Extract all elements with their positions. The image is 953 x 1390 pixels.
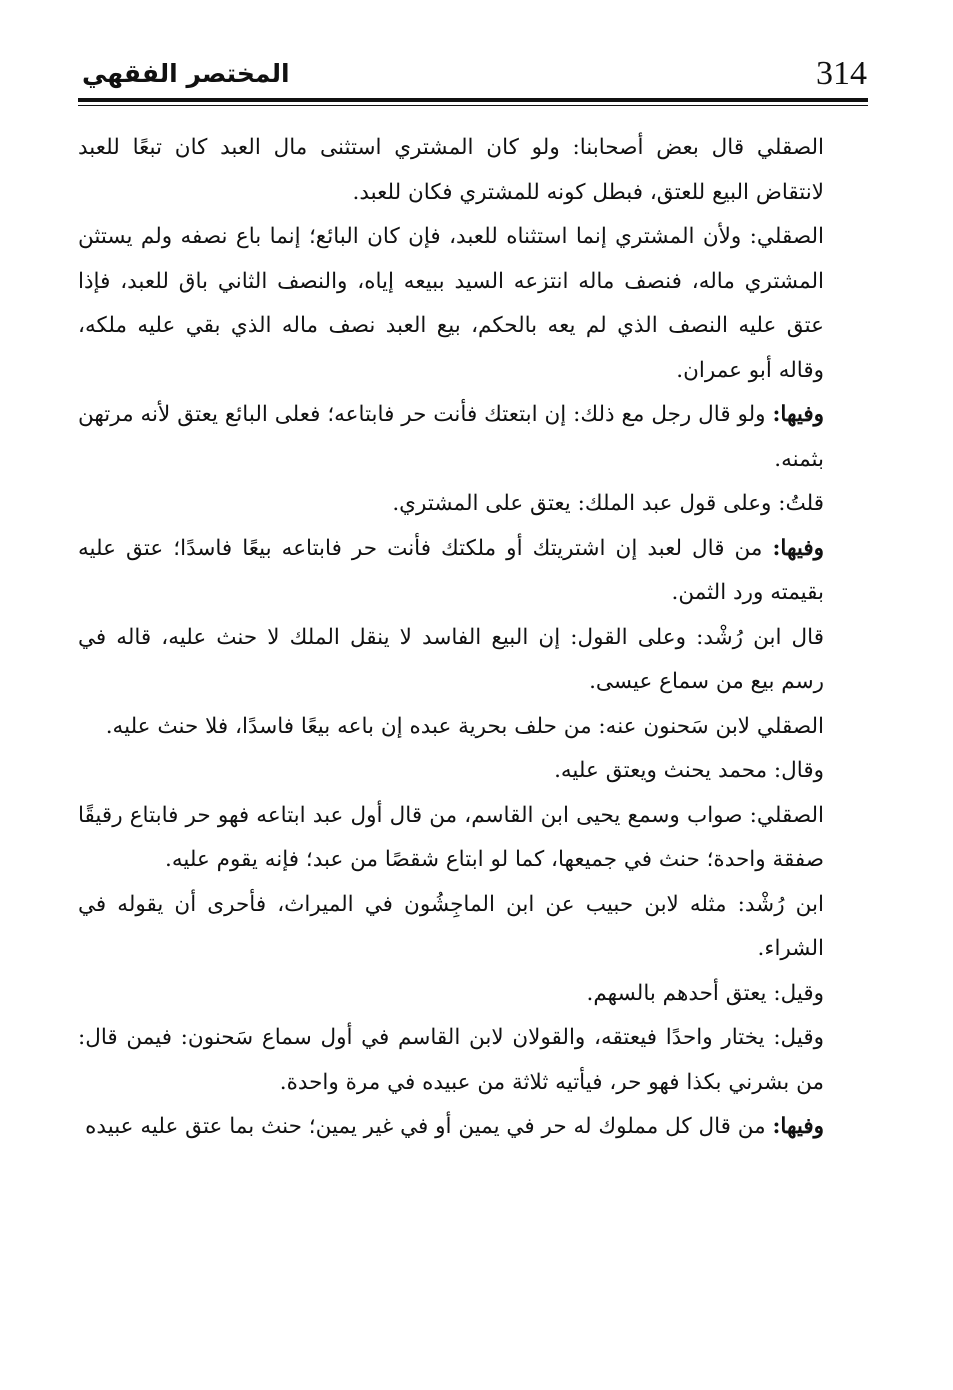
paragraph: الصقلي: صواب وسمع يحيى ابن القاسم، من قال أول عبد ابتاعه فهو حر فابتاع رقيقًا صفقة واحدة؛ حنث في جميعها، كما لو ابتاع شقصًا من عبد؛ فإنه يقوم عليه. (78, 802, 824, 872)
paragraph: وقيل: يعتق أحدهم بالسهم. (586, 980, 824, 1006)
paragraph: وفيها: من قال لعبد إن اشتريتك أو ملكتك فأنت حر فابتاعه بيعًا فاسدًا؛ عتق عليه بقيمته ورد الثمن. (78, 535, 824, 605)
paragraph: الصقلي قال بعض أصحابنا: ولو كان المشتري استثنى مال العبد كان تبعًا للعبد لانتقاض البيع للعتق، فبطل كونه للمشتري فكان للعبد. (78, 135, 824, 205)
paragraph-lead: وفيها: (772, 402, 824, 427)
paragraph: الصقلي: ولأن المشتري إنما استثناه للعبد، فإن كان البائع؛ إنما باع نصفه ولم يستثن المشتري ماله، فنصف ماله انتزعه السيد ببيعه إياه، والنصف الثاني باق للعبد، فإذا عتق عليه النصف الذي لم يعه بالحكم، بيع العبد نصف ماله الذي بقي عليه ملكه، وقاله أبو عمران. (78, 224, 824, 383)
paragraph: وقال: محمد يحنث ويعتق عليه. (554, 758, 824, 783)
paragraph: وقيل: يختار واحدًا فيعتقه، والقولان لابن القاسم في أول سماع سَحنون: فيمن قال: من بشرني بكذا فهو حر، فيأتيه ثلاثة من عبيده في مرة واحدة. (78, 1025, 824, 1095)
document-page (78, 50, 868, 1370)
page-header (78, 50, 868, 98)
paragraph: الصقلي لابن سَحنون عنه: من حلف بحرية عبده إن باعه بيعًا فاسدًا، فلا حنث عليه. (105, 713, 824, 739)
paragraph: ابن رُشْد: مثله لابن حبيب عن ابن الماجِشُون في الميراث، فأحرى أن يقوله في الشراء. (78, 891, 824, 961)
paragraph: قلتُ: وعلى قول عبد الملك: يعتق على المشتري. (392, 491, 824, 516)
paragraph: وفيها: من قال كل مملوك له حر في يمين أو في غير يمين؛ حنث بما عتق عليه عبيده (85, 1114, 824, 1139)
header-rule-thin (78, 105, 868, 106)
body-text (78, 126, 868, 1150)
page-number: 314 (816, 55, 867, 92)
running-title: المختصر الفقهي (82, 59, 290, 88)
paragraph-lead: وفيها: (772, 1114, 824, 1139)
header-rule-thick (78, 98, 868, 102)
paragraph: قال ابن رُشْد: وعلى القول: إن البيع الفاسد لا ينقل الملك لا حنث عليه، قاله في رسم بيع من سماع عيسى. (78, 624, 824, 694)
paragraph: وفيها: ولو قال رجل مع ذلك: إن ابتعتك فأنت حر فابتاعه؛ فعلى البائع يعتق لأنه مرتهن بثمنه. (78, 402, 824, 472)
paragraph-lead: وفيها: (772, 535, 824, 561)
